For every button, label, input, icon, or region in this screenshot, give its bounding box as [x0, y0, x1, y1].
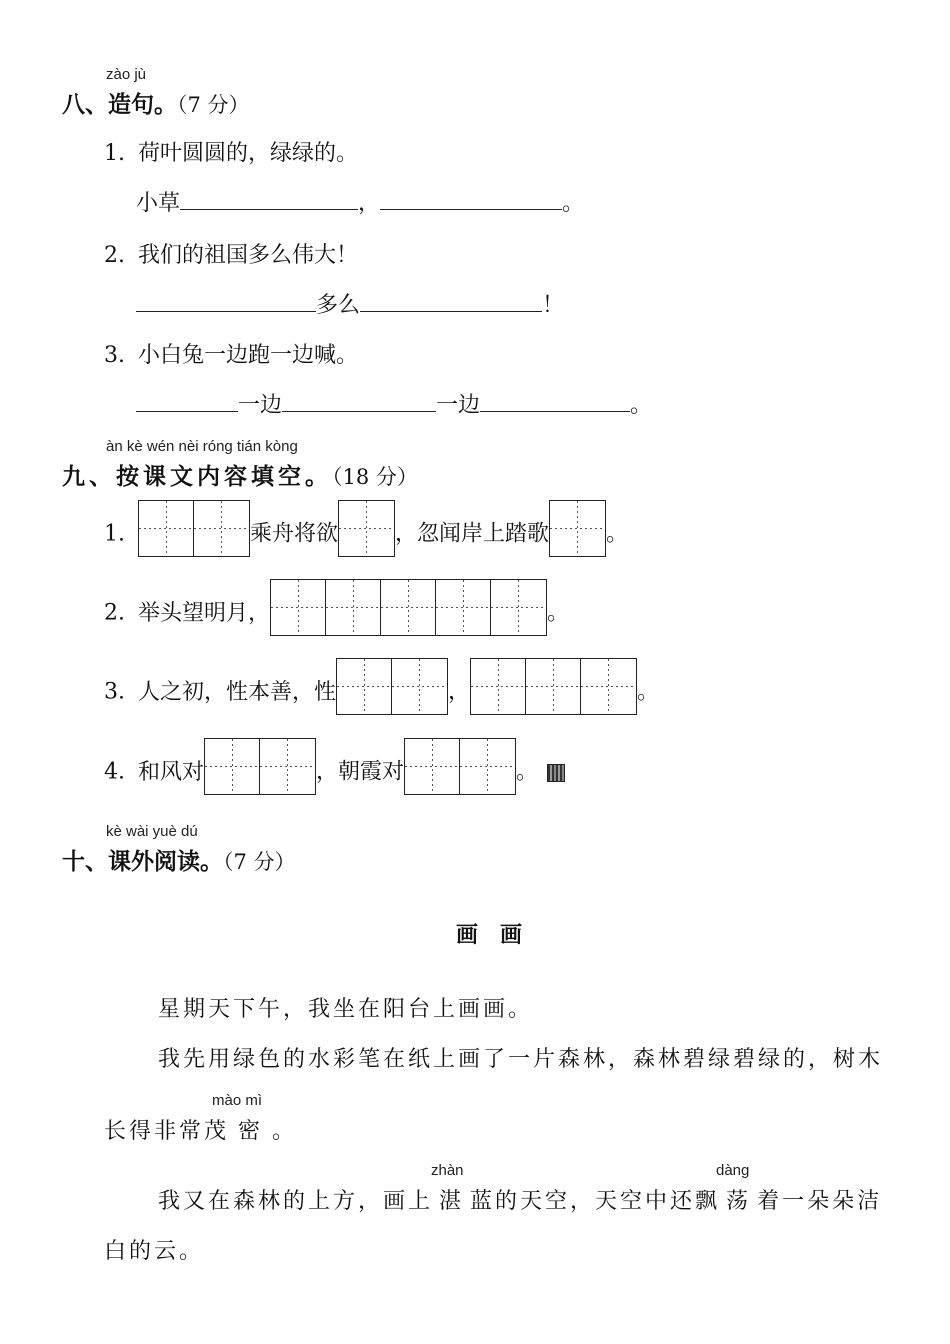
s9-item2 [104, 585, 569, 642]
period: 。 [562, 191, 585, 216]
s9-item4 [104, 744, 565, 801]
answer-blank[interactable] [480, 389, 630, 412]
story-paragraph-2-line-2 [104, 1114, 297, 1145]
story-paragraph-3-line-2: 白的云。 [104, 1239, 205, 1264]
s8-item2-answer [136, 288, 564, 319]
sentence-prefix: 小草 [136, 191, 181, 216]
text: ，朝霞对 [316, 759, 405, 785]
item-number: 2. [104, 600, 125, 626]
exclamation: ！ [542, 293, 565, 318]
section9-pinyin: àn kè wén nèi róng tián kòng [106, 438, 298, 455]
s8-item3-answer [136, 388, 652, 419]
section10-points: （7 分） [223, 850, 296, 874]
tianzige-grid[interactable] [336, 658, 448, 715]
example-sentence: 荷叶圆圆的，绿绿的。 [138, 141, 359, 166]
section8-points: （7 分） [177, 93, 250, 117]
connector-word: 多么 [316, 293, 361, 318]
item-number: 1. [104, 141, 125, 166]
qr-code-icon [547, 764, 565, 782]
story-paragraph-2-line-1: 我先用绿色的水彩笔在纸上画了一片森林，森林碧绿碧绿的，树木 [158, 1047, 884, 1072]
section9-points: （18 分） [332, 465, 418, 489]
item-number: 3. [104, 679, 125, 705]
answer-blank[interactable] [136, 289, 316, 312]
section8-pinyin: zào jù [106, 66, 147, 83]
connector-word: 一边 [238, 393, 283, 418]
text: 和风对 [138, 759, 205, 785]
tianzige-grid[interactable] [138, 500, 250, 557]
answer-blank[interactable] [282, 389, 436, 412]
s8-item3-example [104, 338, 358, 369]
period: 。 [272, 1119, 298, 1144]
text: 人之初，性本善，性 [138, 679, 337, 705]
pinyin-annotation: zhàn [431, 1162, 464, 1179]
period: 。 [606, 521, 629, 547]
text: 我又在森林的上方，画上 [158, 1189, 434, 1214]
tianzige-grid[interactable] [338, 500, 395, 557]
story-title: 画画 [456, 923, 545, 948]
example-sentence: 我们的祖国多么伟大！ [138, 243, 359, 268]
section9-heading [62, 458, 418, 491]
connector-word: 一边 [436, 393, 481, 418]
period: 。 [637, 679, 660, 705]
story-paragraph-1: 星期天下午，我坐在阳台上画画。 [158, 997, 534, 1022]
tianzige-grid[interactable] [470, 658, 637, 715]
text: 蓝的天空，天空中还飘 [470, 1189, 721, 1214]
annotated-word: 湛 [439, 1189, 465, 1214]
item-number: 1. [104, 521, 125, 547]
section9-heading-text: 九、按课文内容填空。 [62, 464, 332, 490]
tianzige-grid[interactable] [404, 738, 516, 795]
s9-item1 [104, 506, 628, 563]
example-sentence: 小白兔一边跑一边喊。 [138, 343, 359, 368]
s8-item2-example [104, 238, 358, 269]
poem-text: ，忽闻岸上踏歌 [395, 521, 550, 547]
period: 。 [516, 759, 539, 785]
item-number: 3. [104, 343, 125, 368]
pinyin-annotation: dàng [716, 1162, 750, 1179]
item-number: 2. [104, 243, 125, 268]
section8-heading [62, 86, 250, 119]
section10-heading-text: 十、课外阅读。 [62, 849, 223, 875]
tianzige-grid[interactable] [549, 500, 606, 557]
poem-text: 举头望明月， [138, 600, 271, 626]
section10-pinyin: kè wài yuè dú [106, 823, 198, 840]
comma: ， [448, 679, 471, 705]
s8-item1-answer [136, 186, 584, 217]
annotated-word: 荡 [726, 1189, 752, 1214]
answer-blank[interactable] [136, 389, 238, 412]
tianzige-grid[interactable] [270, 579, 547, 636]
answer-blank[interactable] [180, 187, 358, 210]
text: 长得非常 [104, 1119, 205, 1144]
annotated-word: 茂密 [204, 1119, 273, 1144]
item-number: 4. [104, 759, 125, 785]
pinyin-annotation: mào mì [212, 1092, 263, 1109]
period: 。 [630, 393, 653, 418]
s9-item3 [104, 664, 659, 721]
text: 着一朵朵洁 [757, 1189, 883, 1214]
period: 。 [547, 600, 570, 626]
s8-item1-example [104, 136, 358, 167]
answer-blank[interactable] [380, 187, 562, 210]
comma: ， [358, 191, 381, 216]
tianzige-grid[interactable] [204, 738, 316, 795]
story-paragraph-3-line-1 [158, 1184, 882, 1215]
section8-heading-text: 八、造句。 [62, 92, 177, 118]
poem-text: 乘舟将欲 [250, 521, 339, 547]
answer-blank[interactable] [360, 289, 542, 312]
section10-heading [62, 843, 296, 876]
